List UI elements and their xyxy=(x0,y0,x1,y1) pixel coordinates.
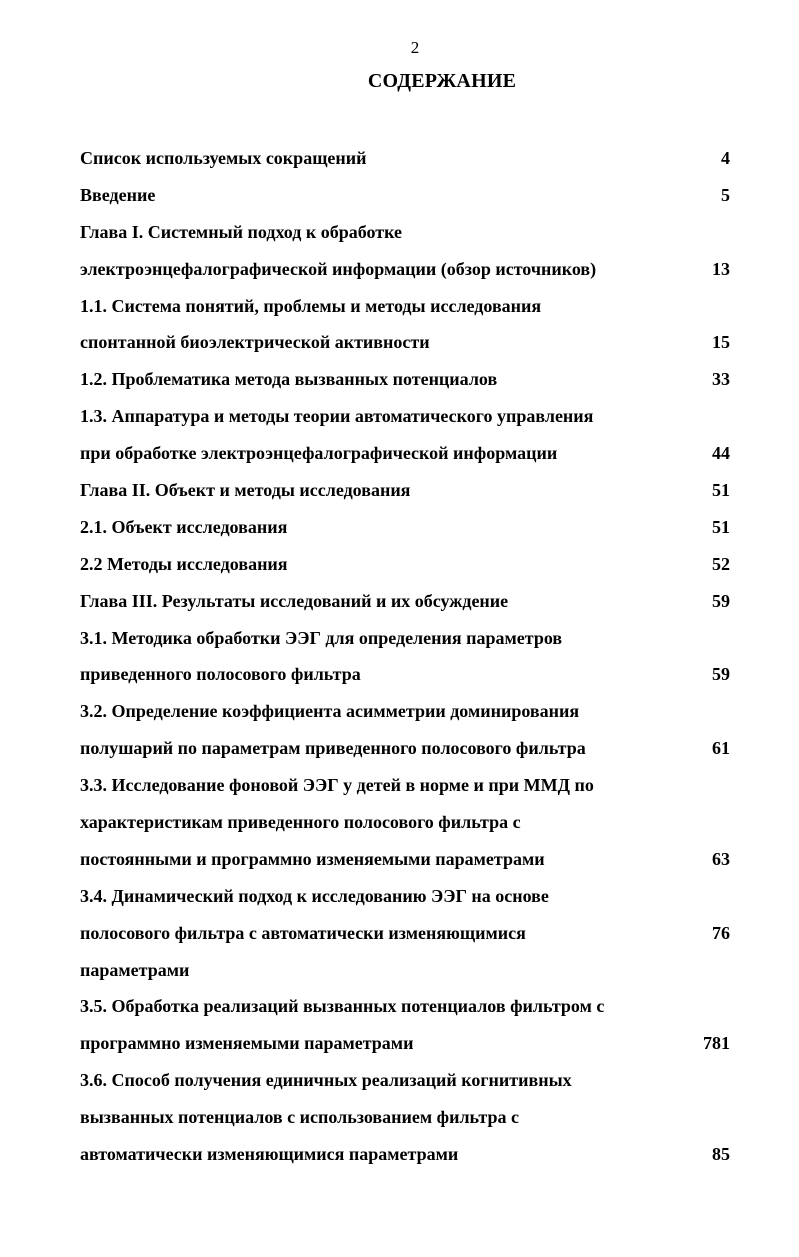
toc-entry-text: Список используемых сокращений xyxy=(80,148,367,168)
toc-entry-page-number: 63 xyxy=(712,848,730,869)
toc-line xyxy=(80,587,740,624)
toc-line xyxy=(80,882,740,919)
toc-line xyxy=(80,292,740,329)
toc-line xyxy=(80,550,740,587)
toc-line xyxy=(80,697,740,734)
toc-entry-text: 1.2. Проблематика метода вызванных потенциалов xyxy=(80,369,498,390)
toc-line xyxy=(80,365,740,402)
toc-entry-text: полушарий по параметрам приведенного полосового фильтра xyxy=(80,738,586,759)
toc-entry-page-number: 33 xyxy=(712,369,730,390)
toc-line xyxy=(80,1103,740,1140)
toc-line xyxy=(80,734,740,771)
toc-entry-page-number: 76 xyxy=(712,922,730,943)
toc-entry-page-number: 44 xyxy=(712,443,730,464)
toc-line xyxy=(80,328,740,365)
toc-line xyxy=(80,255,740,292)
toc-entry-text: 3.1. Методика обработки ЭЭГ для определения параметров xyxy=(80,627,563,648)
toc-entry-text: постоянными и программно изменяемыми параметрами xyxy=(80,848,545,869)
toc-entry-page-number: 85 xyxy=(712,1144,730,1165)
toc-entry-page-number: 13 xyxy=(712,258,730,279)
toc-entry-text: вызванных потенциалов с использованием фильтра с xyxy=(80,1107,519,1128)
toc-entry-text: 2.1. Объект исследования xyxy=(80,516,288,537)
toc-entry-text: спонтанной биоэлектрической активности xyxy=(80,332,430,353)
toc-entry-page-number: 51 xyxy=(712,516,730,537)
toc-entry-text: автоматически изменяющимися параметрами xyxy=(80,1144,459,1165)
toc-line xyxy=(80,1066,740,1103)
toc-entry-text: 1.1. Система понятий, проблемы и методы исследования xyxy=(80,295,542,316)
toc-line xyxy=(80,181,740,218)
toc-line xyxy=(80,1140,740,1177)
toc-entry-text: полосового фильтра с автоматически изменяющимися xyxy=(80,922,526,943)
toc-line xyxy=(80,660,740,697)
toc-entry-text: при обработке электроэнцефалографической информации xyxy=(80,443,558,464)
toc-line xyxy=(80,956,740,993)
toc-entry-text: Глава I. Системный подход к обработке xyxy=(80,221,403,242)
toc-entry-text: Глава II. Объект и методы исследования xyxy=(80,480,411,501)
toc-entry-text: 2.2 Методы исследования xyxy=(80,553,288,574)
toc-line xyxy=(80,992,740,1029)
toc-entry-page-number: 4 xyxy=(721,148,730,168)
toc-entry-text: приведенного полосового фильтра xyxy=(80,664,361,685)
toc-line xyxy=(80,513,740,550)
toc-entry-page-number: 59 xyxy=(712,664,730,685)
toc-entry-text: 3.3. Исследование фоновой ЭЭГ у детей в норме и при ММД по xyxy=(80,775,594,796)
toc-entry-text: характеристикам приведенного полосового фильтра с xyxy=(80,812,521,833)
toc-entry-page-number: 51 xyxy=(712,480,730,501)
toc-entry-text: Введение xyxy=(80,184,156,205)
toc-entry-text: 3.5. Обработка реализаций вызванных потенциалов фильтром с xyxy=(80,996,605,1017)
toc-line xyxy=(80,402,740,439)
toc-line xyxy=(80,476,740,513)
toc-entry-page-number: 59 xyxy=(712,590,730,611)
toc-line xyxy=(80,439,740,476)
toc-line xyxy=(80,919,740,956)
toc-entry-text: 3.4. Динамический подход к исследованию ЭЭГ на основе xyxy=(80,885,549,906)
toc-line xyxy=(80,144,740,181)
toc-entry-page-number: 15 xyxy=(712,332,730,353)
toc-line xyxy=(80,845,740,882)
toc-entry-text: программно изменяемыми параметрами xyxy=(80,1033,414,1054)
toc-line xyxy=(80,1029,740,1066)
toc-entry-text: Глава III. Результаты исследований и их обсуждение xyxy=(80,590,509,611)
toc-entry-page-number: 61 xyxy=(712,738,730,759)
toc-line xyxy=(80,218,740,255)
toc-line xyxy=(80,808,740,845)
toc-entry-text: 3.2. Определение коэффициента асимметрии доминирования xyxy=(80,701,580,722)
page-number: 2 xyxy=(410,38,420,57)
toc-entry-page-number: 5 xyxy=(721,184,730,205)
toc-line xyxy=(80,624,740,661)
toc-entry-page-number: 781 xyxy=(703,1033,730,1054)
toc-entry-text: 1.3. Аппаратура и методы теории автоматического управления xyxy=(80,406,594,427)
toc-entry-text: параметрами xyxy=(80,959,190,980)
toc-line xyxy=(80,771,740,808)
page-title: СОДЕРЖАНИЕ xyxy=(367,70,517,92)
table-of-contents xyxy=(80,144,740,1177)
toc-entry-text: 3.6. Способ получения единичных реализаций когнитивных xyxy=(80,1070,572,1091)
toc-entry-page-number: 52 xyxy=(712,553,730,574)
toc-entry-text: электроэнцефалографической информации (обзор источников) xyxy=(80,258,597,279)
